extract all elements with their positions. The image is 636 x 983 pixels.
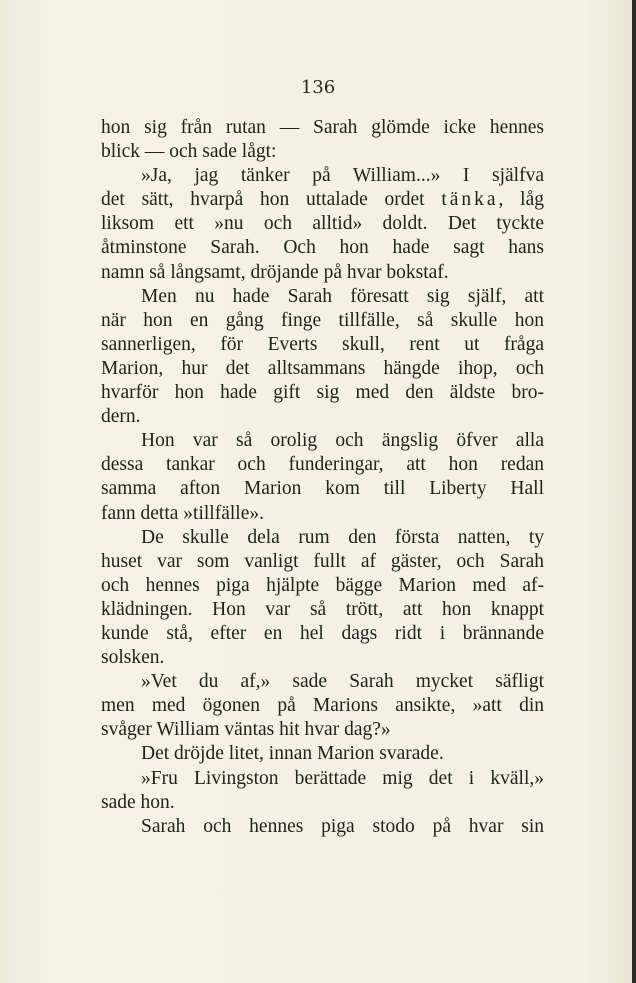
text-line: blick — och sade lågt: — [101, 141, 277, 163]
text-line: sade hon. — [101, 791, 175, 813]
text-line: när hon en gång finge tillfälle, så skulle hon — [101, 309, 544, 331]
text-line: »Vet du af,» sade Sarah mycket säfligt — [141, 671, 544, 693]
text-line: samma afton Marion kom till Liberty Hall — [101, 478, 544, 500]
text-line: svåger William väntas hit hvar dag?» — [101, 719, 391, 741]
text-line: Hon var så orolig och ängslig öfver alla — [141, 430, 544, 452]
text-line: klädningen. Hon var så trött, att hon knappt — [101, 598, 544, 620]
text-line: namn så långsamt, dröjande på hvar bokstaf. — [101, 261, 449, 283]
text-line: »Fru Livingston berättade mig det i kväll,» — [141, 767, 544, 789]
text-segment: det sätt, hvarpå hon uttalade ordet — [101, 189, 442, 211]
text-line: dern. — [101, 406, 141, 428]
text-line: liksom ett »nu och alltid» doldt. Det tyckte — [101, 213, 544, 235]
text-line: »Ja, jag tänker på William...» I själfva — [141, 165, 544, 187]
text-line: De skulle dela rum den första natten, ty — [141, 526, 544, 548]
text-line: och hennes piga hjälpte bägge Marion med af- — [101, 574, 544, 596]
page-edge — [632, 0, 636, 983]
page-number: 136 — [300, 77, 336, 98]
text-line: Det dröjde litet, innan Marion svarade. — [141, 743, 444, 765]
text-line: åtminstone Sarah. Och hon hade sagt hans — [101, 237, 544, 259]
text-line: hon sig från rutan — Sarah glömde icke hennes — [101, 117, 544, 138]
text-line: huset var som vanligt fullt af gäster, och Sarah — [101, 550, 544, 572]
text-line: Sarah och hennes piga stodo på hvar sin — [141, 815, 544, 837]
text-line: dessa tankar och funderingar, att hon redan — [101, 454, 544, 476]
text-line — [101, 188, 544, 212]
text-line: Marion, hur det alltsammans hängde ihop, och — [101, 357, 544, 379]
text-line: solsken. — [101, 647, 165, 669]
text-line: Men nu hade Sarah föresatt sig själf, att — [141, 285, 544, 307]
text-line: men med ögonen på Marions ansikte, »att din — [101, 695, 544, 717]
text-line: sannerligen, för Everts skull, rent ut fråga — [101, 333, 544, 355]
body-text — [101, 116, 544, 839]
emphasized-word: tänka — [441, 189, 499, 211]
text-segment: , låg — [498, 189, 544, 211]
text-line: kunde stå, efter en hel dags ridt i brännande — [101, 622, 544, 644]
text-line: hvarför hon hade gift sig med den äldste bro- — [101, 382, 544, 404]
text-line: fann detta »tillfälle». — [101, 502, 264, 524]
